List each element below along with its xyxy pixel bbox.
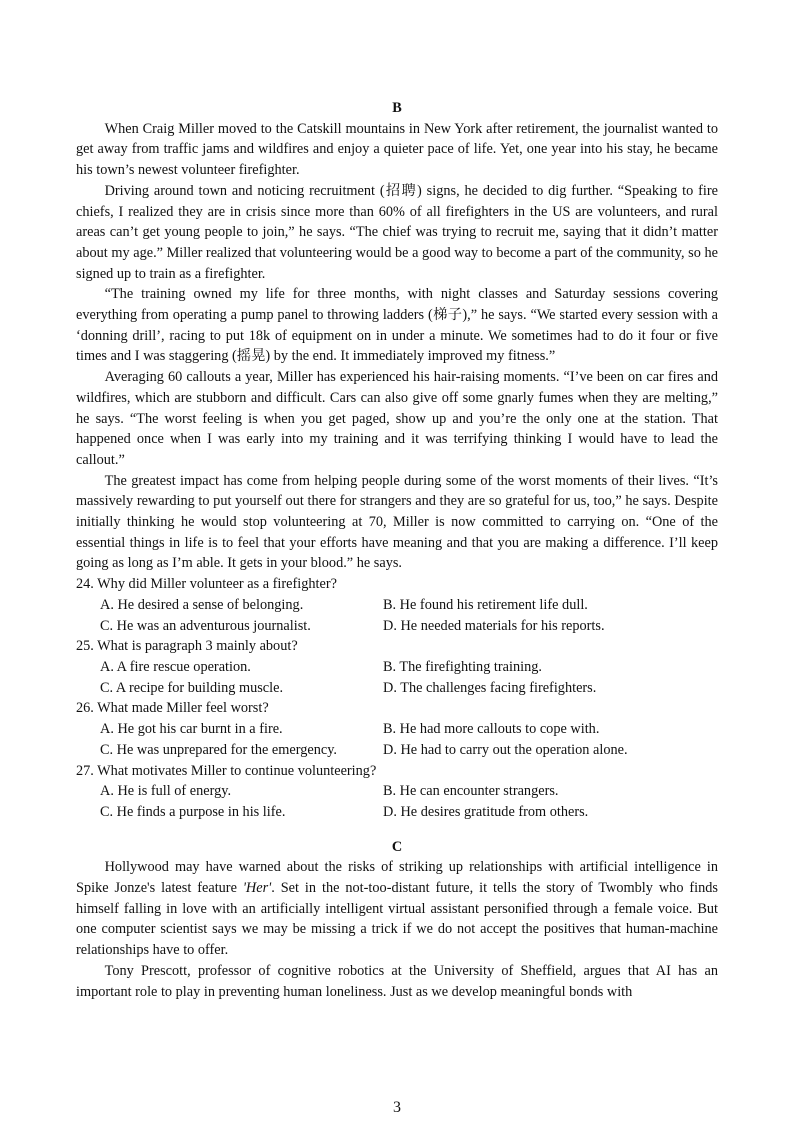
option-a: A. He desired a sense of belonging.	[100, 596, 304, 613]
section-b-paragraph-5: The greatest impact has come from helping people during some of the worst moments of their lives. “It’s massively rewarding to put yourself out there for strangers and they are so grateful for us, too,” he says. Despite initially thinking he would stop volunteering at 70, Miller is now committed to carrying on. “One of the essential things in life is to feel that your efforts have meaning and that you are making a difference. I’ll keep going as long as I’m able. It gets in your blood.” he says.	[76, 472, 718, 572]
option-b: B. The firefighting training.	[383, 658, 542, 675]
section-b-paragraph-4: Averaging 60 callouts a year, Miller has experienced his hair-raising moments. “I’ve been on car fires and wildfires, which are stubborn and difficult. Cars can also give off some gnarly fumes when they are melting,” he says. “The worst feeling is when you get paged, show up and you’re the only one at the station. That happened once when I was early into my training and it was terrifying thinking I would have to lead the callout.”	[76, 369, 718, 468]
paragraph-text: . Set in the not-too-distant future, it tells the story of Twombly who finds himself falling in love with an artificially intelligent virtual assistant personified through a female voice. But one computer scientist says we may be missing a trick if we do not accept the positives that human-machine relationships have to offer.	[76, 880, 718, 959]
section-b-title: B	[392, 100, 402, 116]
option-a: A. A fire rescue operation.	[100, 658, 251, 675]
option-d: D. He had to carry out the operation alone.	[383, 741, 628, 758]
option-c: C. He was unprepared for the emergency.	[100, 741, 337, 758]
section-spacer	[76, 823, 718, 837]
option-c: C. He was an adventurous journalist.	[100, 617, 311, 634]
option-d: D. The challenges facing firefighters.	[383, 679, 597, 696]
question-stem: 24. Why did Miller volunteer as a firefighter?	[76, 576, 337, 593]
option-a: A. He got his car burnt in a fire.	[100, 721, 283, 738]
question-options	[76, 781, 718, 822]
section-c-paragraph-1	[76, 857, 718, 961]
option-b: B. He had more callouts to cope with.	[383, 721, 600, 738]
film-title: 'Her'	[242, 880, 272, 897]
question-25	[76, 636, 718, 698]
paragraph-text: Hollywood may have warned about the risks of striking up relationships with artificial intelligence in Spike Jonze's latest feature	[76, 859, 718, 897]
option-c: C. He finds a purpose in his life.	[100, 803, 286, 820]
question-options	[76, 719, 718, 760]
option-c: C. A recipe for building muscle.	[100, 679, 284, 696]
exam-page-content	[76, 98, 718, 1002]
question-24	[76, 574, 718, 636]
option-d: D. He desires gratitude from others.	[383, 803, 589, 820]
section-b-paragraph-3: “The training owned my life for three months, with night classes and Saturday sessions covering everything from operating a pump panel to throwing ladders (梯子),” he says. “We started every session with a ‘donning drill’, racing to put 18k of equipment on in under a minute. We sometimes had to do it four or five times and I was staggering (摇晃) by the end. It immediately improved my fitness.”	[76, 286, 718, 365]
section-b-paragraph-1: When Craig Miller moved to the Catskill mountains in New York after retirement, the journalist wanted to get away from traffic jams and wildfires and enjoy a quieter pace of life. Yet, one year into his stay, he became his town’s newest volunteer firefighter.	[76, 120, 718, 179]
question-stem: 26. What made Miller feel worst?	[76, 700, 269, 717]
question-26	[76, 698, 718, 760]
question-stem: 25. What is paragraph 3 mainly about?	[76, 638, 298, 655]
page-number: 3	[393, 1099, 401, 1116]
option-a: A. He is full of energy.	[100, 783, 232, 800]
section-c-paragraph-2: Tony Prescott, professor of cognitive robotics at the University of Sheffield, argues that AI has an important role to play in preventing human loneliness. Just as we develop meaningful bonds with	[76, 962, 718, 1000]
question-27	[76, 761, 718, 823]
section-c-title: C	[391, 838, 403, 855]
question-options	[76, 657, 718, 698]
option-b: B. He can encounter strangers.	[383, 783, 559, 800]
section-b-paragraph-2: Driving around town and noticing recruitment (招聘) signs, he decided to dig further. “Speaking to fire chiefs, I realized they are in crisis since more than 60% of all firefighters in the US are volunteers, and rural areas can’t get young people to join,” he says. “The chief was trying to recruit me, saying that it didn’t matter about my age.” Miller realized that volunteering would be a good way to become a part of the community, so he signed up to train as a firefighter.	[76, 182, 718, 282]
option-b: B. He found his retirement life dull.	[383, 596, 588, 613]
question-options	[76, 595, 718, 636]
question-stem: 27. What motivates Miller to continue volunteering?	[76, 762, 377, 779]
option-d: D. He needed materials for his reports.	[383, 617, 605, 634]
